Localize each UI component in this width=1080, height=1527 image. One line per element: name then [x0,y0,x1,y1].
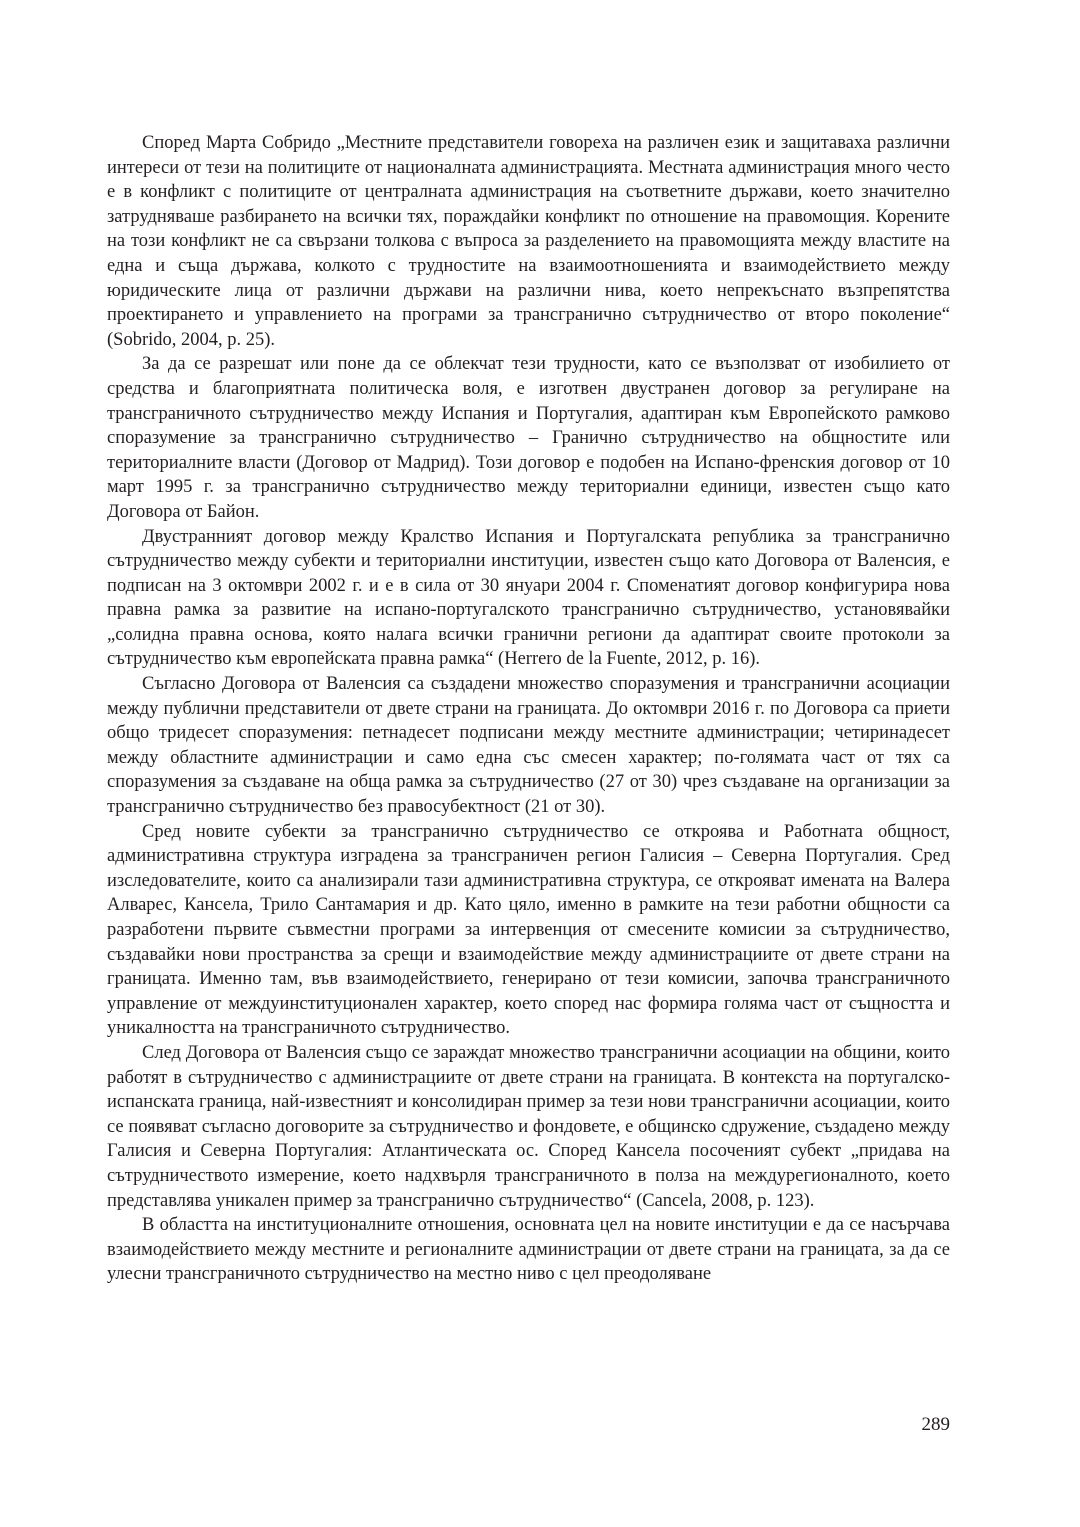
page-number: 289 [921,1414,950,1435]
paragraph: Двустранният договор между Кралство Испания и Португалската република за трансгранично сътрудничество между субекти и териториални институции, известен също като Договора от Валенсия, е подписан на 3 октомври 2002 г. и е в сила от 30 януари 2004 г. Споменатият договор конфигурира нова правна рамка за развитие на испано-португалското трансгранично сътрудничество, установявайки „солидна правна основа, която налага всички гранични региони да адаптират своите протоколи за сътрудничество към европейската правна рамка“ (Herrero de la Fuente, 2012, p. 16). [107,526,950,670]
paragraph: В областта на институционалните отношения, основната цел на новите институции е да се насърчава взаимодействието между местните и регионалните администрации от двете страни на границата, за да се улесни трансграничното сътрудничество на местно ниво с цел преодоляване [107,1215,950,1285]
paragraph: За да се разрешат или поне да се облекчат тези трудности, като се възползват от изобилието от средства и благоприятната политическа воля, е изготвен двустранен договор за регулиране на трансграничното сътрудничество между Испания и Португалия, адаптиран към Европейското рамково споразумение за трансгранично сътрудничество – Гранично сътрудничество на общностите или териториалните власти (Договор от Мадрид). Този договор е подобен на Испано-френския договор от 10 март 1995 г. за трансгранично сътрудничество между териториални единици, известен също като Договора от Байон. [107,354,950,522]
paragraph: Според Марта Собридо „Местните представители говореха на различен език и защитаваха различни интереси от тези на политиците от националната администрацията. Местната администрация много често е в конфликт с политиците от централната администрация на съответните държави, което значително затрудняваше разбирането на всички тях, пораждайки конфликт по отношение на правомощия. Корените на този конфликт не са свързани толкова с въпроса за разделението на правомощията между властите на една и съща държава, колкото с трудностите на взаимоотношенията и взаимодействието между юридическите лица от различни държави на различни нива, което непрекъснато възпрепятства проектирането и управлението на програми за трансгранично сътрудничество от второ поколение“ (Sobrido, 2004, p. 25). [107,133,950,350]
paragraph: След Договора от Валенсия също се зараждат множество трансгранични асоциации на общини, които работят в сътрудничество с администрациите от двете страни на границата. В контекста на португалско-испанската граница, най-известният и консолидиран пример за тези нови трансгранични асоциации, които се появяват съгласно договорите за сътрудничество и фондовете, е общинско сдружение, създадено между Галисия и Северна Португалия: Атлантическата ос. Според Кансела посоченият субект „придава на сътрудничеството измерение, което надхвърля трансграничното в полза на междурегионалното, което представлява уникален пример за трансгранично сътрудничество“ (Cancela, 2008, p. 123). [107,1042,950,1211]
paragraph: Сред новите субекти за трансгранично сътрудничество се откроява и Работната общност, административна структура изградена за трансграничен регион Галисия – Северна Португалия. Сред изследователите, които са анализирали тази административна структура, се открояват имената на Валера Алварес, Кансела, Трило Сантамария и др. Като цяло, именно в рамките на тези работни общности са разработени първите съвместни програми за интервенция от смесените комисии за сътрудничество, създавайки нови пространства за срещи и взаимодействие между администрациите от двете страни на границата. Именно там, във взаимодействието, генерирано от тези комисии, започва трансграничното управление от междуинституционален характер, което според нас формира голяма част от същността и уникалността на трансграничното сътрудничество. [107,821,950,1039]
paragraph: Съгласно Договора от Валенсия са създадени множество споразумения и трансгранични асоциации между публични представители от двете страни на границата. До октомври 2016 г. по Договора са приети общо тридесет споразумения: петнадесет подписани между местните администрации; четиринадесет между областните администрации и само една със смесен характер; по-голямата част от тях са споразумения за създаване на обща рамка за сътрудничество (27 от 30) чрез създаване на организации за трансгранично сътрудничество без правосубектност (21 от 30). [107,674,950,818]
body-text [107,131,950,1287]
